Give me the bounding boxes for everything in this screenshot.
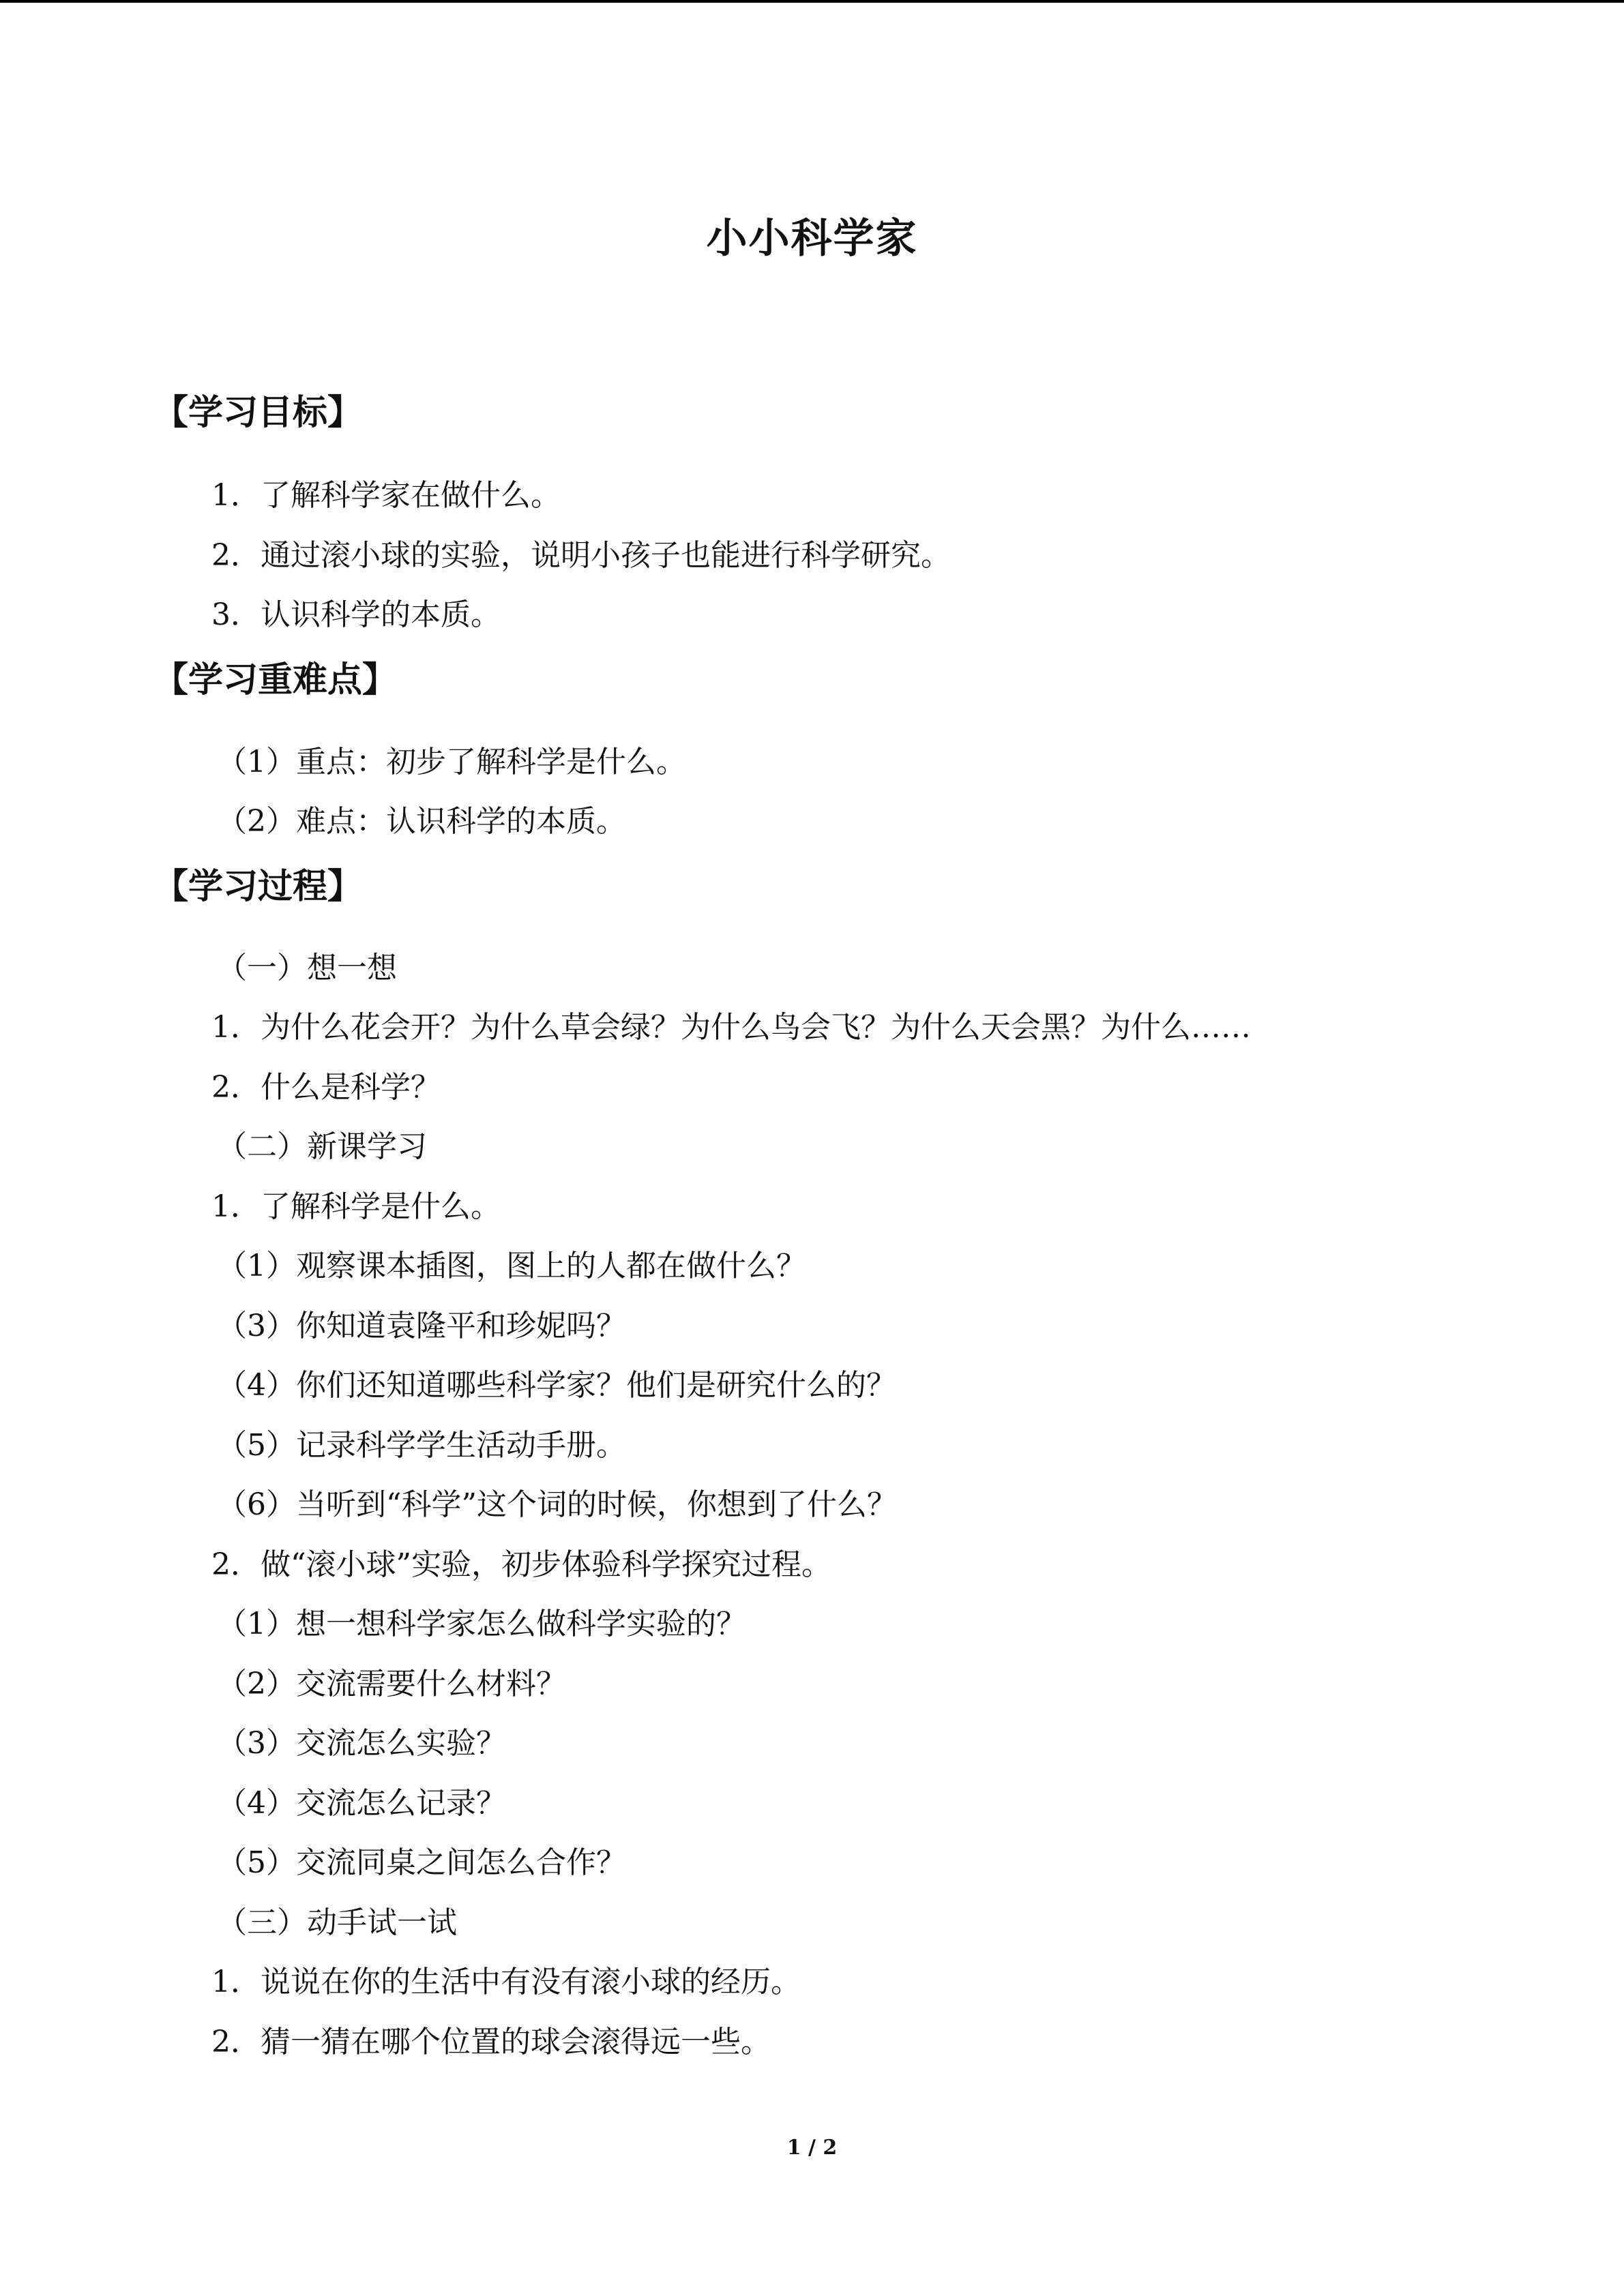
process-item: （4）交流怎么记录？ xyxy=(217,1786,506,1821)
process-item: （1）观察课本插图，图上的人都在做什么？ xyxy=(217,1249,806,1283)
process-item: （2）交流需要什么材料？ xyxy=(217,1667,566,1701)
process-item: （二）新课学习 xyxy=(217,1129,427,1164)
process-item: 1．了解科学是什么。 xyxy=(211,1189,501,1224)
objective-item: 3．认识科学的本质。 xyxy=(211,597,501,632)
process-item: （1）想一想科学家怎么做科学实验的？ xyxy=(217,1607,746,1641)
page-number: 1 / 2 xyxy=(786,2136,838,2160)
process-item: （三）动手试一试 xyxy=(217,1905,457,1940)
section-heading-key-points: 【学习重难点】 xyxy=(153,659,398,700)
process-item: （3）交流怎么实验？ xyxy=(217,1726,506,1761)
section-heading-objectives: 【学习目标】 xyxy=(153,392,363,433)
process-item: 2．什么是科学？ xyxy=(211,1070,441,1105)
objective-item: 1．了解科学家在做什么。 xyxy=(211,478,561,513)
process-item: 2．做“滚小球”实验，初步体验科学探究过程。 xyxy=(211,1547,831,1582)
top-border xyxy=(0,0,1624,3)
process-item: （5）交流同桌之间怎么合作？ xyxy=(217,1845,626,1880)
page-title: 小小科学家 xyxy=(706,215,918,263)
key-point-item: （2）难点：认识科学的本质。 xyxy=(217,804,626,839)
process-item: （3）你知道袁隆平和珍妮吗？ xyxy=(217,1309,626,1343)
process-item: 2．猜一猜在哪个位置的球会滚得远一些。 xyxy=(211,2025,771,2059)
process-item: （5）记录科学学生活动手册。 xyxy=(217,1428,626,1463)
process-item: 1．说说在你的生活中有没有滚小球的经历。 xyxy=(211,1965,801,1999)
process-item: 1．为什么花会开？为什么草会绿？为什么鸟会飞？为什么天会黑？为什么…… xyxy=(211,1010,1251,1045)
process-item: （一）想一想 xyxy=(217,951,397,985)
key-point-item: （1）重点：初步了解科学是什么。 xyxy=(217,745,686,779)
section-heading-process: 【学习过程】 xyxy=(153,866,363,907)
process-item: （4）你们还知道哪些科学家？他们是研究什么的？ xyxy=(217,1368,896,1403)
objective-item: 2．通过滚小球的实验，说明小孩子也能进行科学研究。 xyxy=(211,538,951,573)
process-item: （6）当听到“科学”这个词的时候，你想到了什么？ xyxy=(217,1487,897,1522)
